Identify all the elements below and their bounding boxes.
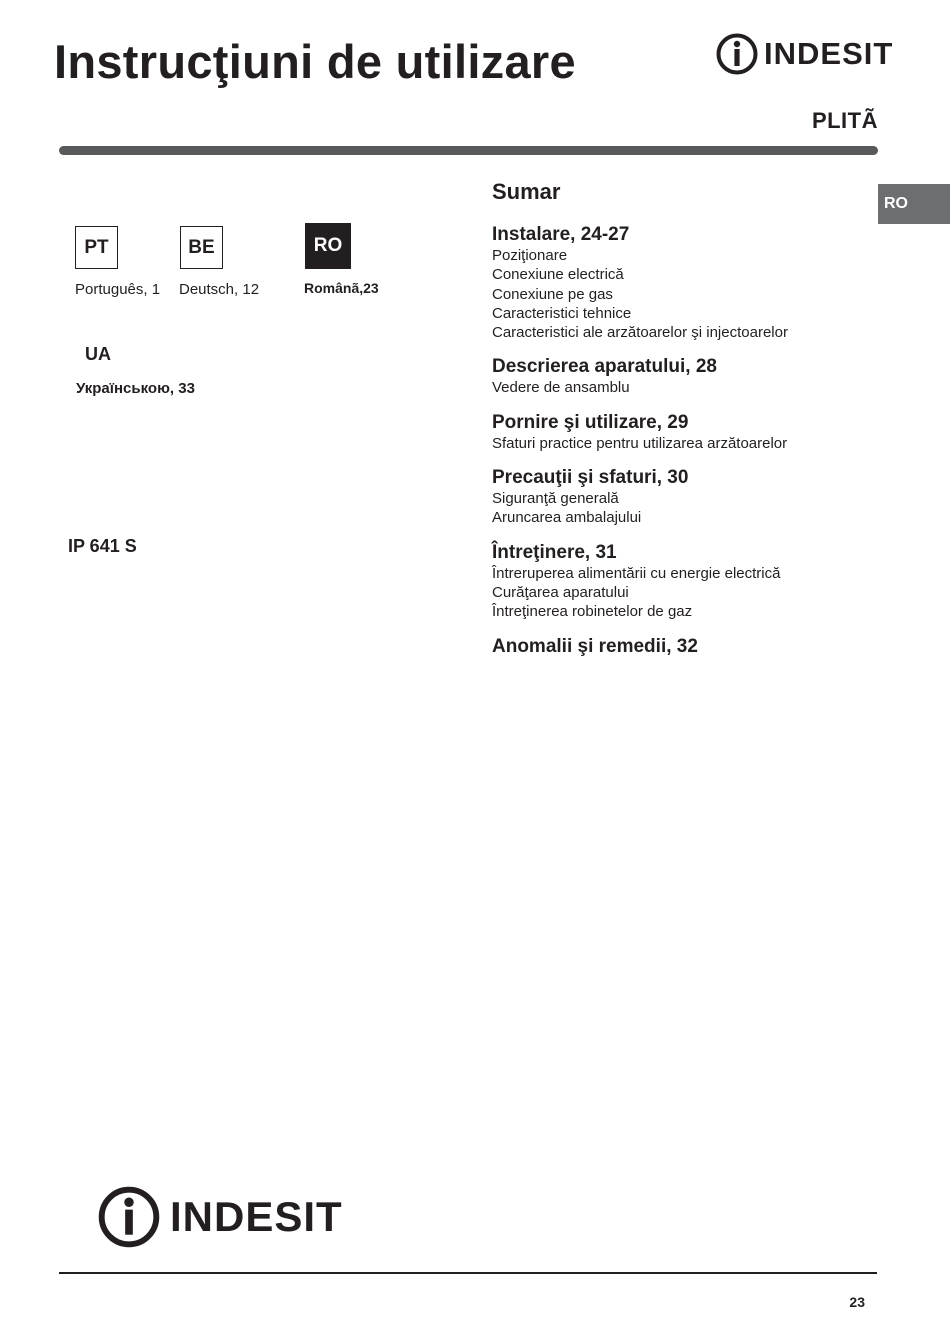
toc-section-instalare [492,224,892,342]
page-number: 23 [849,1294,865,1310]
toc-item: Conexiune pe gas [492,285,613,303]
toc-item: Poziţionare [492,247,568,264]
language-caption-be: Deutsch, 12 [179,281,260,298]
model-number: IP 641 S [68,536,137,556]
toc-item: Conexiune electrică [492,266,624,284]
toc-section-heading: Întreţinere, 31 [492,541,617,563]
toc-item: Siguranţă generală [492,490,619,508]
toc-section-heading: Precauţii şi sfaturi, 30 [492,467,689,489]
language-code-ua: UA [85,344,111,364]
product-type: PLITÃ [811,108,878,133]
brand-logo-bottom [98,1186,343,1248]
language-caption-ua: Українською, 33 [76,380,195,397]
language-side-tab: RO [878,184,950,224]
toc-section-heading: Pornire şi utilizare, 29 [492,411,689,433]
toc-section-pornire [492,412,892,453]
toc-section-heading: Descrierea aparatului, 28 [492,356,717,378]
brand-wordmark: INDESIT [170,1193,343,1240]
language-box-be: BE [180,226,223,269]
language-caption-pt: Português, 1 [75,281,161,298]
toc-item: Întreruperea alimentării cu energie electrică [492,564,781,582]
toc-item: Întreţinerea robinetelor de gaz [492,603,693,621]
table-of-contents [492,178,892,672]
footer-divider [59,1272,877,1274]
page-title: Instrucţiuni de utilizare [54,35,576,88]
language-box-pt: PT [75,226,118,269]
toc-item: Sfaturi practice pentru utilizarea arzătoarelor [492,434,788,452]
toc-section-precautii [492,467,892,528]
toc-section-heading: Anomalii şi remedii, 32 [492,635,698,657]
brand-wordmark: INDESIT [764,36,894,71]
indesit-logo-icon [716,33,758,75]
toc-section-descrierea [492,356,892,397]
toc-section-anomalii [492,636,892,658]
indesit-logo-icon [98,1186,160,1248]
brand-logo-top [716,33,893,75]
toc-section-intretinere [492,542,892,622]
toc-section-heading: Instalare, 24-27 [492,224,630,245]
toc-item: Aruncarea ambalajului [492,509,642,527]
toc-item: Vedere de ansamblu [492,379,630,397]
language-caption-ro: Românã,23 [304,280,379,296]
toc-item: Curăţarea aparatului [492,583,629,601]
header-divider [59,146,878,155]
toc-title: Sumar [492,179,561,204]
language-box-ro: RO [305,223,351,269]
toc-item: Caracteristici ale arzătoarelor şi injectoarelor [492,324,788,342]
toc-item: Caracteristici tehnice [492,304,632,322]
